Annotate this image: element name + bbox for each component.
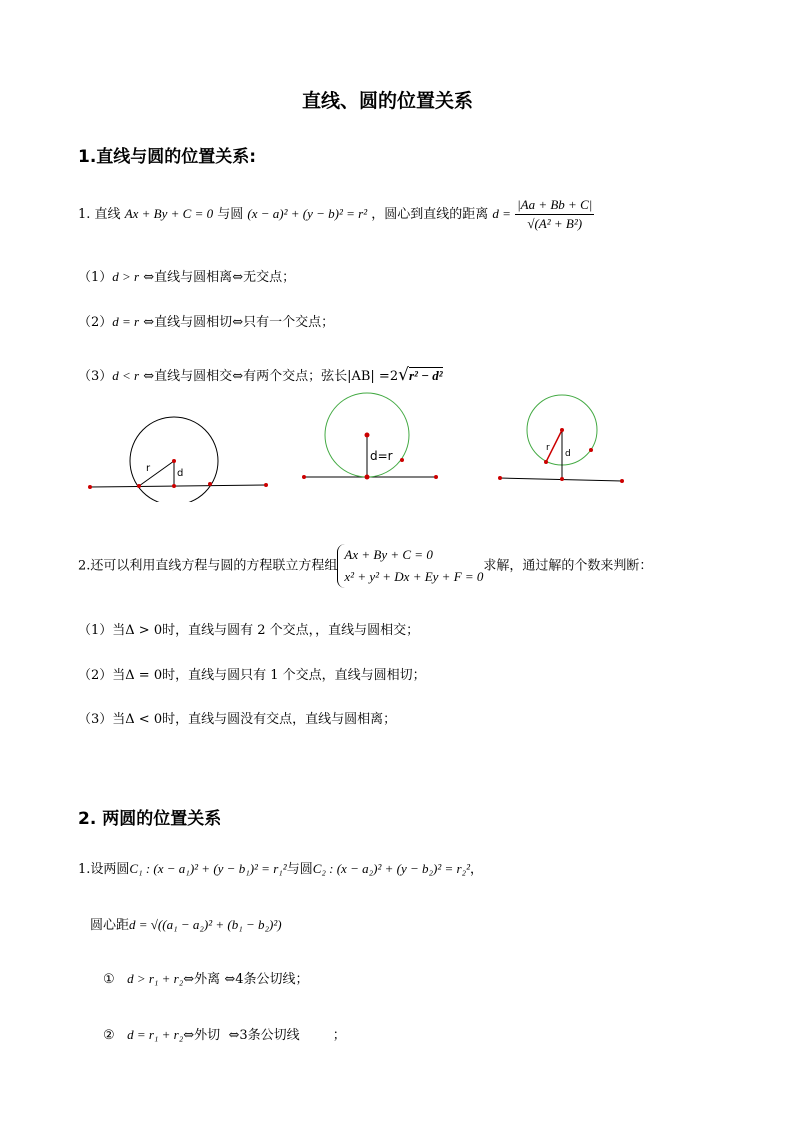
case-num: （1）: [78, 270, 113, 285]
case-text: 外切: [194, 1028, 221, 1043]
distance-label: d =: [492, 206, 511, 221]
iff-arrow: ⇔: [183, 1028, 195, 1043]
circles-case-1: [103, 970, 309, 989]
item1-mid: 与圆: [217, 207, 244, 222]
point: [302, 475, 306, 479]
case-3: [78, 366, 443, 386]
item2-suffix: 求解，通过解的个数来判断：: [483, 558, 653, 574]
case-1: [78, 268, 295, 287]
point: [434, 475, 438, 479]
point: [172, 484, 176, 488]
fraction-numerator: |Aa + Bb + C|: [517, 197, 593, 212]
diagram-secant: [84, 412, 274, 502]
point: [620, 479, 624, 483]
section1-heading: 1.直线与圆的位置关系:: [78, 147, 257, 167]
diagram-separate: [494, 390, 629, 485]
case-text: 只有一个交点；: [243, 315, 335, 330]
iff-arrow: ⇔: [232, 315, 244, 330]
distance-fraction: [515, 196, 594, 233]
iff-arrow: ⇔: [143, 315, 155, 330]
page-title: 直线、圆的位置关系: [302, 90, 474, 112]
delta-case-3: （3）当Δ < 0时，直线与圆没有交点，直线与圆相离；: [78, 712, 397, 727]
section2-item1: [78, 860, 483, 879]
case-cond: d > r: [112, 269, 140, 284]
label-r: r: [146, 463, 151, 474]
point: [544, 460, 548, 464]
fraction-denominator: √(A² + B²): [515, 214, 594, 233]
case-cond: d < r: [112, 368, 140, 383]
case-text: 外离: [194, 972, 221, 987]
section1-item1: [78, 196, 594, 233]
case-num: （3）: [78, 369, 113, 384]
label-d: d: [565, 449, 571, 459]
radius-segment: [139, 461, 174, 486]
dist-equation: d = √((a₁ − a₂)² + (b₁ − b₂)²): [129, 917, 282, 932]
equation-system: [337, 544, 483, 588]
center-point: [365, 433, 370, 438]
case-cond: d = r: [112, 314, 140, 329]
item1-suffix: ，: [469, 862, 483, 877]
label-d: d: [177, 468, 184, 479]
iff-arrow: ⇔: [224, 972, 236, 987]
case-text: 无交点；: [243, 270, 296, 285]
case-num: ①: [103, 972, 115, 987]
iff-arrow: ⇔: [232, 270, 244, 285]
item1-mid: 与圆: [286, 862, 313, 877]
case-text: 3条公切线: [239, 1028, 300, 1043]
iff-arrow: ⇔: [228, 1028, 240, 1043]
center-point: [172, 459, 176, 463]
secant-line: [90, 485, 266, 487]
case-text: 直线与圆相离: [154, 270, 233, 285]
item2-prefix: 2.还可以利用直线方程与圆的方程联立方程组: [78, 558, 338, 574]
case-2: [78, 313, 334, 332]
item1-suffix: ，圆心到直线的距离: [371, 207, 489, 222]
case-text: 有两个交点；弦长|AB| =2: [243, 369, 399, 384]
iff-arrow: ⇔: [143, 369, 155, 384]
case-text: 4条公切线；: [235, 972, 309, 987]
center-distance: [90, 916, 282, 935]
circle1-equation: C₁ : (x − a₁)² + (y − b₁)² = r₁²: [129, 861, 287, 876]
system-eq2: x² + y² + Dx + Ey + F = 0: [344, 569, 484, 584]
circles-case-2: [103, 1026, 346, 1045]
point: [264, 483, 268, 487]
case-text: 直线与圆相交: [154, 369, 233, 384]
section2-heading: 2. 两圆的位置关系: [78, 809, 222, 829]
case-num: （2）: [78, 315, 113, 330]
diagram-tangent: [298, 390, 443, 485]
iff-arrow: ⇔: [232, 369, 244, 384]
iff-arrow: ⇔: [183, 972, 195, 987]
circle2-equation: C₂ : (x − a₂)² + (y − b₂)² = r₂²: [312, 861, 470, 876]
case-text: 直线与圆相切: [154, 315, 233, 330]
case-cond: d = r₁ + r₂: [127, 1027, 184, 1042]
point: [137, 484, 141, 488]
sqrt-sign: √: [398, 365, 409, 385]
dist-label: 圆心距: [90, 918, 130, 933]
circle-equation: (x − a)² + (y − b)² = r²: [247, 206, 368, 221]
section1-item2: [78, 544, 652, 588]
label-r: r: [546, 443, 550, 453]
delta-case-2: （2）当Δ = 0时，直线与圆只有 1 个交点，直线与圆相切；: [78, 668, 426, 683]
case-num: ②: [103, 1028, 115, 1043]
chord-formula: r² − d²: [408, 368, 443, 383]
tangent-point: [365, 475, 370, 480]
case-tail: ；: [332, 1028, 346, 1043]
line-equation: Ax + By + C = 0: [124, 206, 214, 221]
system-eq1: Ax + By + C = 0: [344, 547, 433, 562]
point: [208, 482, 212, 486]
point: [589, 448, 593, 452]
iff-arrow: ⇔: [143, 270, 155, 285]
point: [400, 458, 404, 462]
point: [498, 476, 502, 480]
center-point: [560, 428, 564, 432]
item1-prefix: 1.设两圆: [78, 862, 130, 877]
item1-prefix: 1. 直线: [78, 207, 121, 222]
label-dr: d=r: [370, 449, 393, 463]
point: [88, 485, 92, 489]
foot-point: [560, 477, 564, 481]
delta-case-1: （1）当Δ > 0时，直线与圆有 2 个交点，，直线与圆相交；: [78, 623, 420, 638]
case-cond: d > r₁ + r₂: [127, 971, 184, 986]
